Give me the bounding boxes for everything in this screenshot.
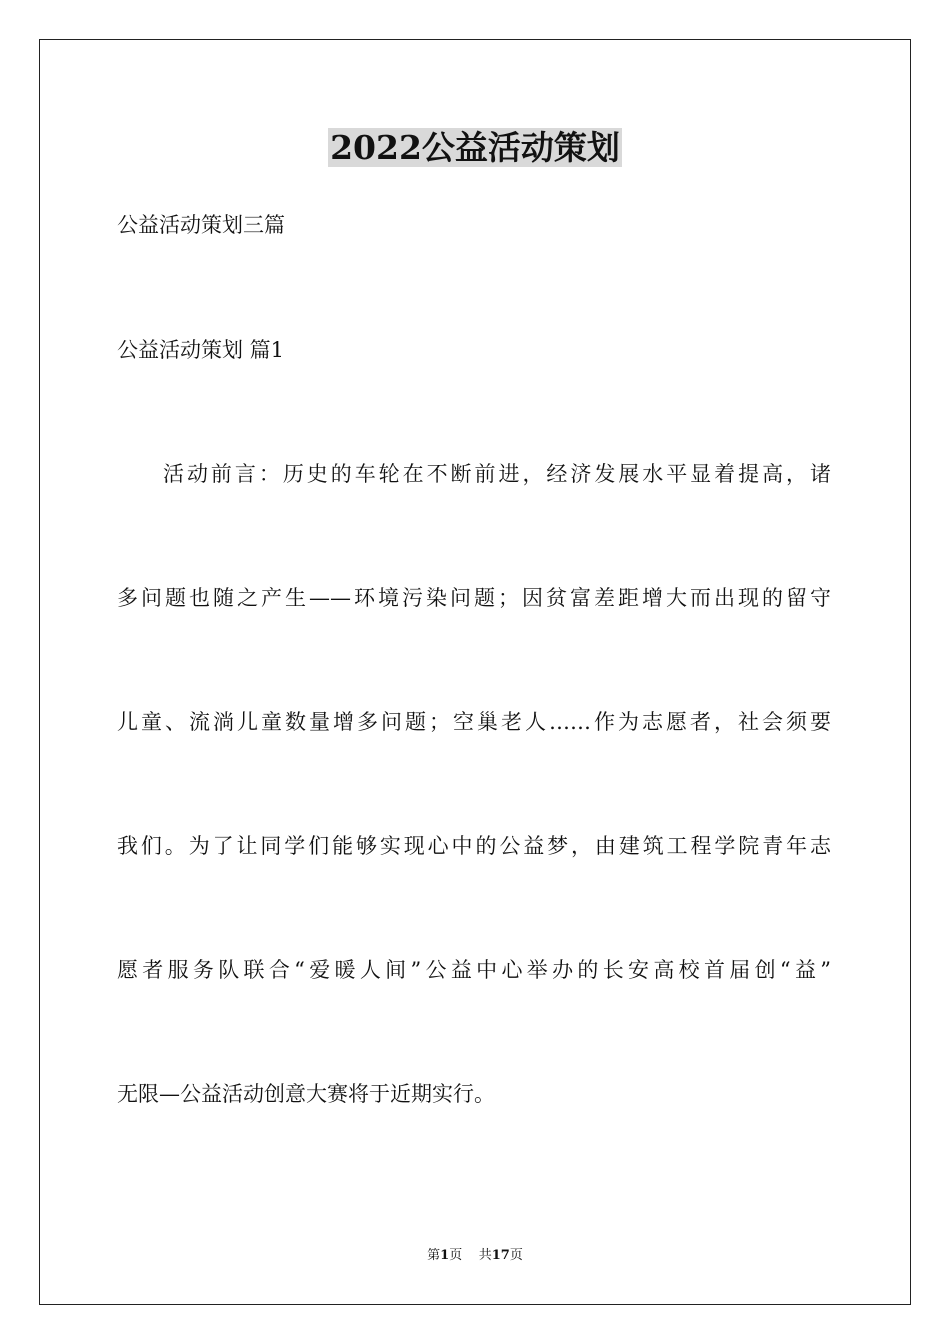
paragraph-line-5: 愿者服务队联合“爱暖人间”公益中心举办的长安高校首届创“益” (117, 958, 831, 982)
document-title (0, 128, 950, 168)
total-pages: 17 (491, 1248, 510, 1263)
page-suffix: 页 (449, 1248, 463, 1263)
paragraph-line-3: 儿童、流淌儿童数量增多问题；空巢老人……作为志愿者，社会须要 (117, 710, 831, 734)
document-subtitle: 公益活动策划三篇 (117, 213, 285, 237)
section-heading: 公益活动策划 篇1 (117, 338, 285, 362)
paragraph-line-1: 活动前言：历史的车轮在不断前进，经济发展水平显着提高，诸 (163, 462, 831, 486)
document-title-text: 2022公益活动策划 (330, 128, 620, 167)
page-number: 1 (440, 1248, 450, 1263)
page-prefix: 第 (427, 1248, 441, 1263)
page-footer (0, 1248, 950, 1264)
total-prefix: 共 (478, 1248, 492, 1263)
total-suffix: 页 (509, 1248, 523, 1263)
paragraph-line-4: 我们。为了让同学们能够实现心中的公益梦，由建筑工程学院青年志 (117, 834, 831, 858)
paragraph-line-2: 多问题也随之产生——环境污染问题；因贫富差距增大而出现的留守 (117, 586, 831, 610)
paragraph-line-6: 无限—公益活动创意大赛将于近期实行。 (117, 1082, 495, 1106)
